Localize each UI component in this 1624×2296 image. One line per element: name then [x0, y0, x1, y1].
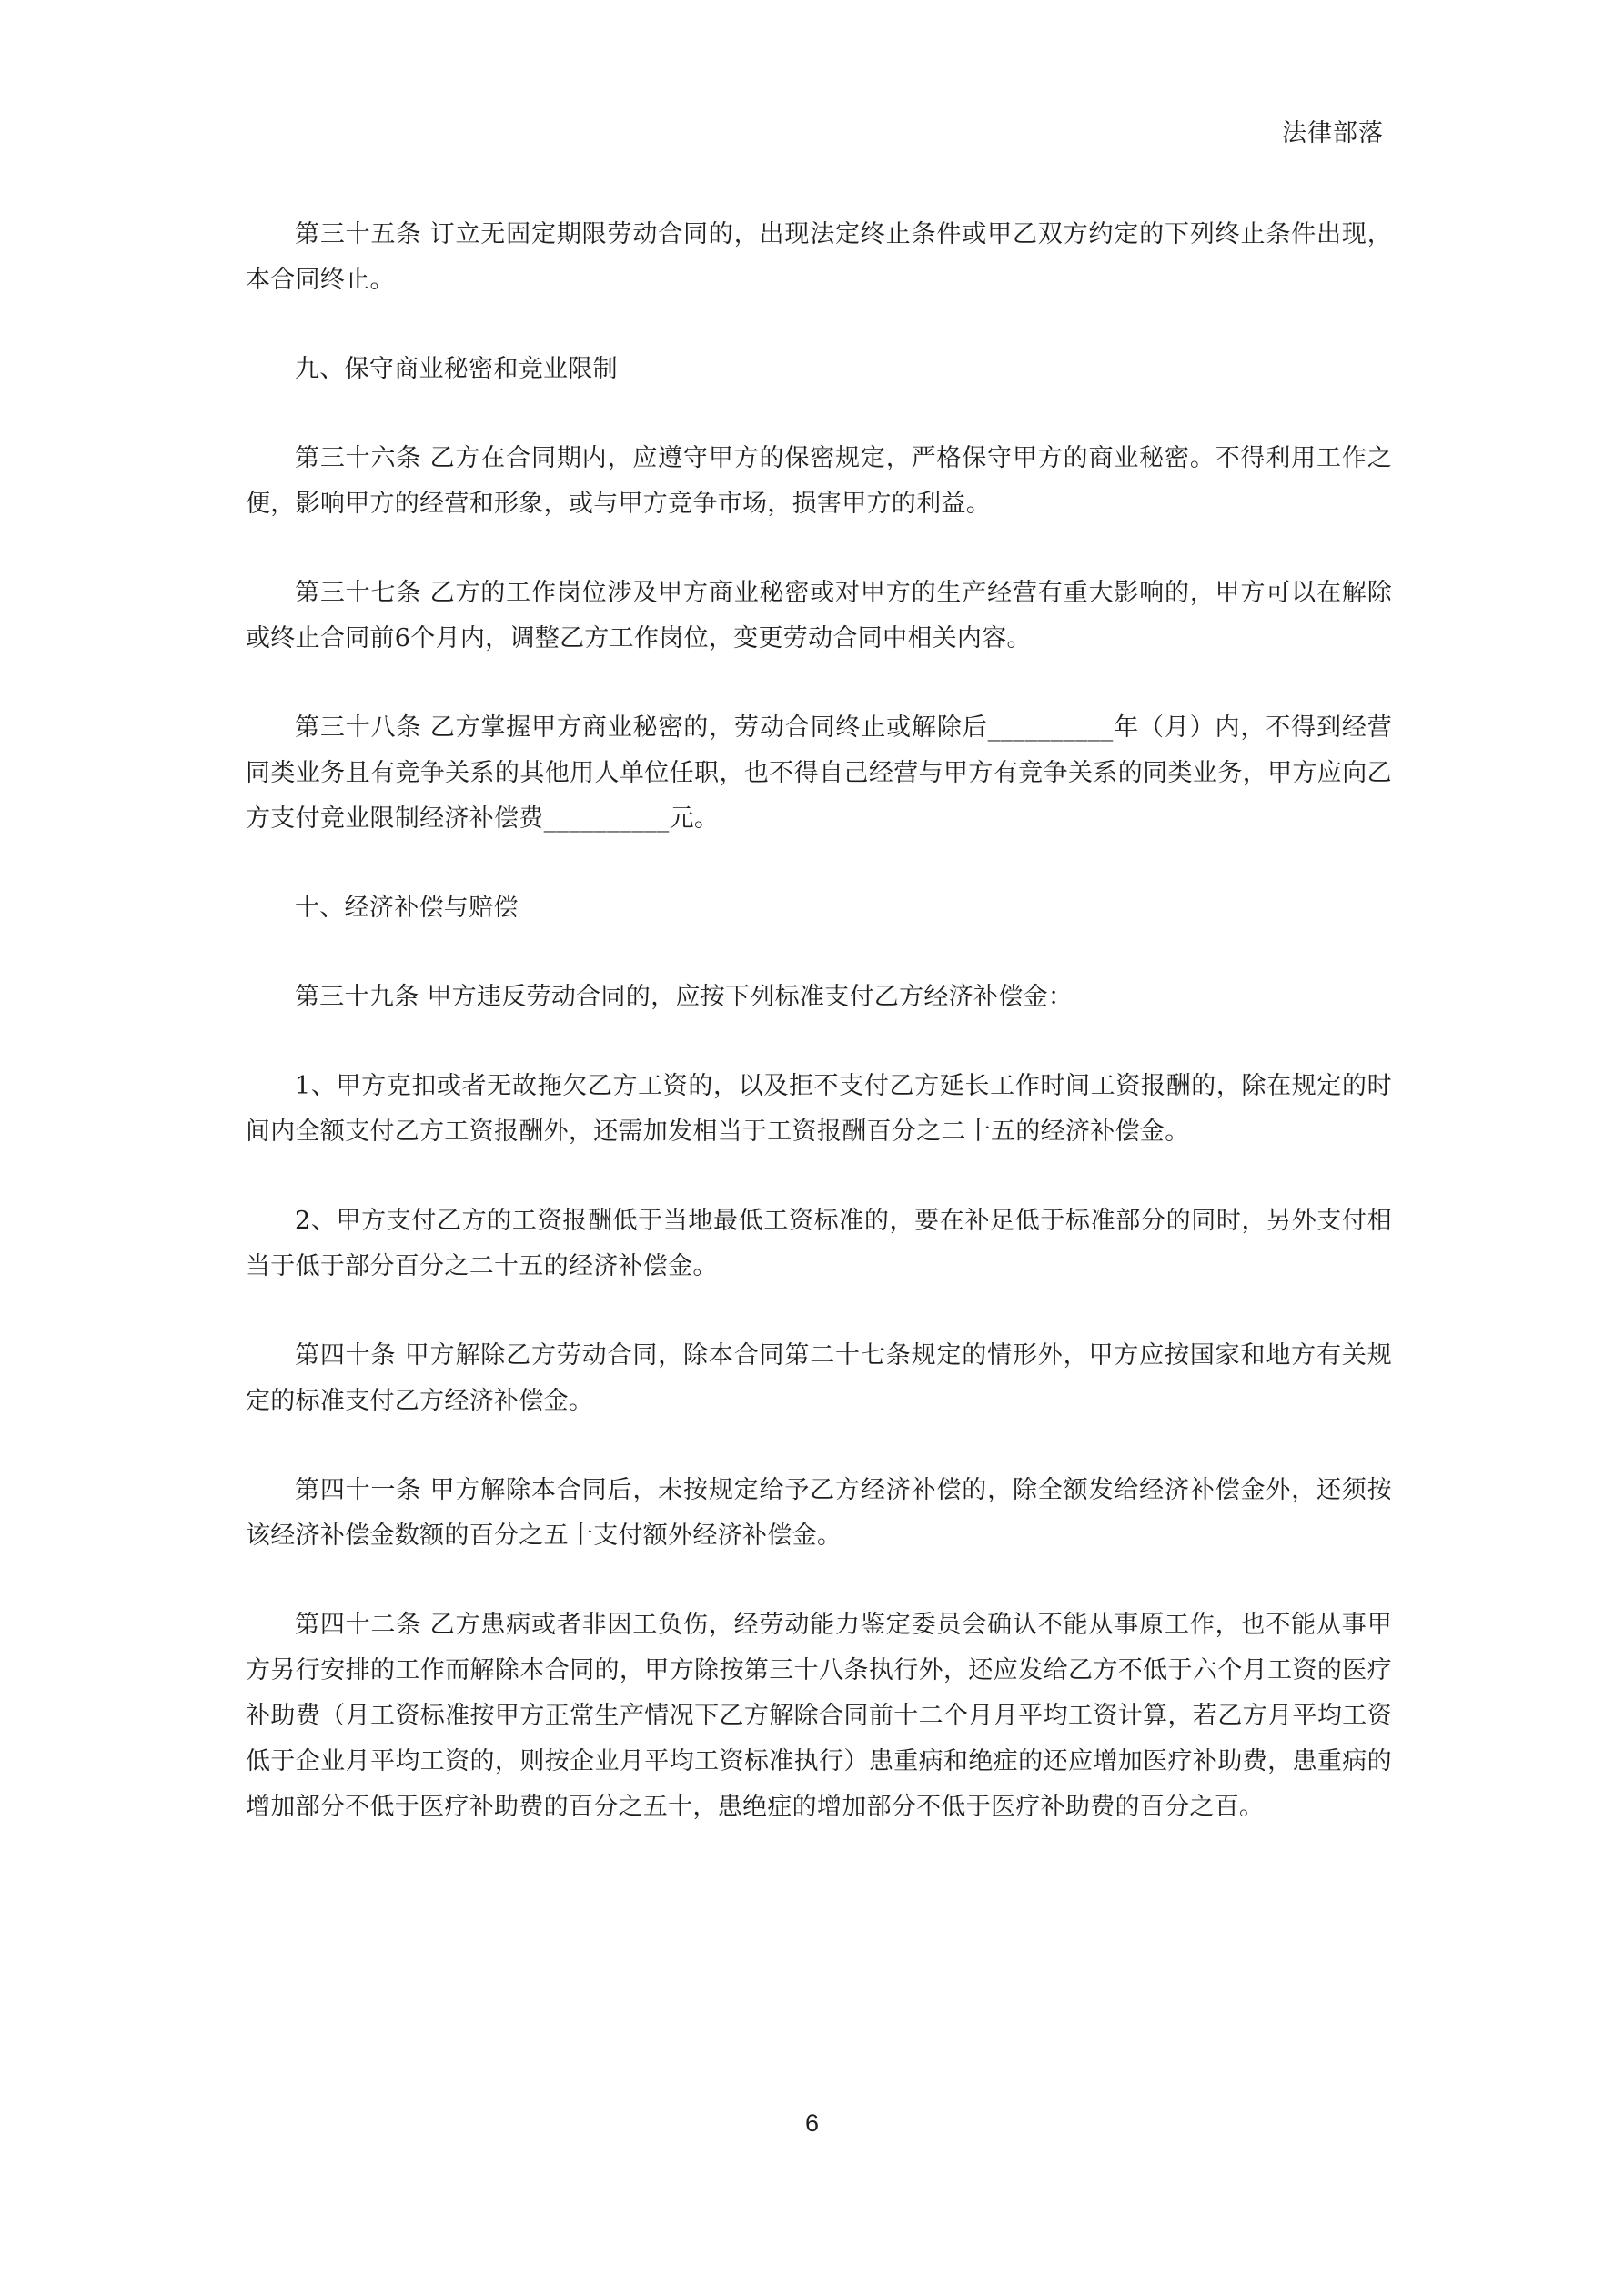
document-body	[246, 212, 1392, 1874]
article-42: 第四十二条 乙方患病或者非因工负伤，经劳动能力鉴定委员会确认不能从事原工作，也不能从事甲方另行安排的工作而解除本合同的，甲方除按第三十八条执行外，还应发给乙方不低于六个月工资的医疗补助费（月工资标准按甲方正常生产情况下乙方解除合同前十二个月月平均工资计算，若乙方月平均工资低于企业月平均工资的，则按企业月平均工资标准执行）患重病和绝症的还应增加医疗补助费，患重病的增加部分不低于医疗补助费的百分之五十，患绝症的增加部分不低于医疗补助费的百分之百。	[246, 1611, 1392, 1821]
section-heading-10: 十、经济补偿与赔偿	[295, 894, 519, 922]
article-35: 第三十五条 订立无固定期限劳动合同的，出现法定终止条件或甲乙双方约定的下列终止条件出现，本合同终止。	[246, 220, 1392, 294]
article-39: 第三十九条 甲方违反劳动合同的，应按下列标准支付乙方经济补偿金：	[295, 983, 1074, 1011]
article-39-item-2: 2、甲方支付乙方的工资报酬低于当地最低工资标准的，要在补足低于标准部分的同时，另外支付相当于低于部分百分之二十五的经济补偿金。	[246, 1207, 1392, 1280]
article-38: 第三十八条 乙方掌握甲方商业秘密的，劳动合同终止或解除后__________年（月）内，不得到经营同类业务且有竞争关系的其他用人单位任职，也不得自己经营与甲方有竞争关系的同类业务，甲方应向乙方支付竞业限制经济补偿费__________元。	[246, 713, 1392, 833]
article-40: 第四十条 甲方解除乙方劳动合同，除本合同第二十七条规定的情形外，甲方应按国家和地方有关规定的标准支付乙方经济补偿金。	[246, 1341, 1392, 1415]
article-36: 第三十六条 乙方在合同期内，应遵守甲方的保密规定，严格保守甲方的商业秘密。不得利用工作之便，影响甲方的经营和形象，或与甲方竞争市场，损害甲方的利益。	[246, 444, 1392, 518]
header-title: 法律部落	[1282, 119, 1384, 147]
article-37: 第三十七条 乙方的工作岗位涉及甲方商业秘密或对甲方的生产经营有重大影响的，甲方可以在解除或终止合同前6个月内，调整乙方工作岗位，变更劳动合同中相关内容。	[246, 579, 1392, 652]
page-number: 6	[804, 2109, 820, 2137]
section-heading-9: 九、保守商业秘密和竞业限制	[295, 355, 618, 383]
article-41: 第四十一条 甲方解除本合同后，未按规定给予乙方经济补偿的，除全额发给经济补偿金外，还须按该经济补偿金数额的百分之五十支付额外经济补偿金。	[246, 1476, 1392, 1550]
article-39-item-1: 1、甲方克扣或者无故拖欠乙方工资的，以及拒不支付乙方延长工作时间工资报酬的，除在规定的时间内全额支付乙方工资报酬外，还需加发相当于工资报酬百分之二十五的经济补偿金。	[246, 1072, 1392, 1146]
